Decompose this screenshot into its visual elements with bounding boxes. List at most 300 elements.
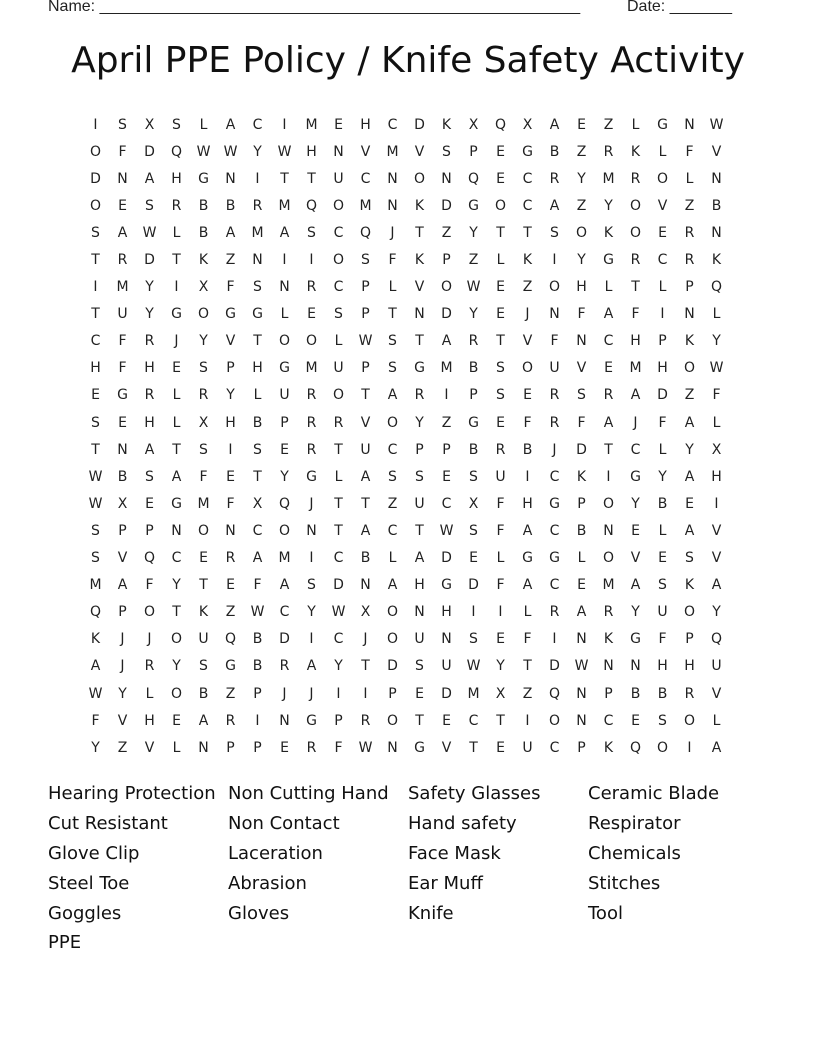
grid-letter: Z [522,685,533,702]
grid-letter: M [305,360,318,377]
grid-letter: N [360,577,371,594]
grid-letter: I [174,279,179,296]
grid-letter: F [118,360,127,377]
grid-letter: Y [712,333,721,350]
grid-letter: Z [576,197,587,214]
grid-letter: H [522,495,533,512]
grid-letter: T [91,252,100,269]
grid-letter: Y [577,252,586,269]
grid-letter: F [712,387,721,404]
grid-letter: Y [280,468,289,485]
grid-letter: X [711,441,722,458]
word-bank-row [48,779,788,809]
word-bank-item: Gloves [228,902,290,924]
grid-letter: T [361,658,370,675]
word-bank-row [48,809,788,839]
grid-letter: O [548,279,561,296]
grid-letter: S [469,522,478,539]
grid-letter: W [709,116,724,133]
grid-letter: A [711,577,722,594]
grid-letter: S [253,279,262,296]
grid-letter: E [280,441,289,458]
grid-letter: L [388,550,397,567]
grid-letter: N [387,739,398,756]
grid-letter: A [387,387,398,404]
grid-letter: I [687,739,692,756]
grid-letter: C [441,495,452,512]
grid-letter: O [89,197,102,214]
grid-letter: U [657,604,668,621]
grid-letter: O [386,604,399,621]
grid-letter: T [91,441,100,458]
grid-letter: C [333,224,344,241]
grid-letter: P [577,495,586,512]
grid-letter: Q [629,739,642,756]
grid-letter: O [170,685,183,702]
grid-row [82,246,730,273]
grid-letter: A [252,550,263,567]
grid-letter: V [144,739,155,756]
grid-letter: F [577,306,586,323]
grid-letter: I [714,495,719,512]
grid-letter: D [468,577,479,594]
grid-letter: S [361,252,370,269]
grid-letter: I [255,712,260,729]
grid-row [82,463,730,490]
grid-letter: V [414,143,425,160]
grid-letter: R [549,170,560,187]
grid-row [82,382,730,409]
grid-letter: C [360,170,371,187]
grid-letter: C [333,550,344,567]
grid-letter: R [603,604,614,621]
grid-letter: B [252,631,263,648]
grid-letter: T [496,712,505,729]
grid-letter: W [277,143,292,160]
grid-letter: F [118,333,127,350]
grid-letter: E [496,414,505,431]
grid-letter: A [522,522,533,539]
grid-letter: P [361,306,370,323]
word-bank-row [48,839,788,869]
grid-letter: I [309,631,314,648]
grid-letter: W [439,522,454,539]
grid-letter: E [496,170,505,187]
grid-letter: E [658,550,667,567]
grid-letter: V [522,333,533,350]
grid-letter: M [278,550,291,567]
grid-letter: U [495,468,506,485]
grid-letter: R [144,333,155,350]
grid-letter: M [89,577,102,594]
grid-letter: V [441,739,452,756]
grid-letter: B [549,143,560,160]
grid-letter: Y [604,197,613,214]
grid-letter: G [279,360,290,377]
grid-letter: D [90,170,101,187]
grid-letter: B [252,658,263,675]
grid-letter: N [171,522,182,539]
grid-letter: A [441,333,452,350]
grid-letter: E [280,739,289,756]
grid-letter: P [685,631,694,648]
grid-letter: P [604,685,613,702]
grid-letter: U [414,495,425,512]
grid-letter: C [387,522,398,539]
grid-letter: T [172,252,181,269]
grid-letter: N [603,658,614,675]
grid-letter: A [144,170,155,187]
grid-letter: Y [577,170,586,187]
grid-letter: F [685,143,694,160]
grid-letter: Y [199,333,208,350]
grid-letter: N [711,224,722,241]
grid-letter: C [468,712,479,729]
grid-letter: S [307,224,316,241]
grid-letter: N [711,170,722,187]
grid-letter: V [117,712,128,729]
grid-letter: B [468,360,479,377]
grid-letter: S [145,468,154,485]
grid-letter: N [576,685,587,702]
grid-letter: A [198,712,209,729]
grid-letter: F [496,522,505,539]
grid-letter: R [603,143,614,160]
grid-letter: H [657,360,668,377]
grid-letter: O [332,197,345,214]
grid-letter: G [171,495,182,512]
grid-letter: Z [225,685,236,702]
grid-letter: Q [170,143,183,160]
grid-letter: T [496,333,505,350]
grid-letter: H [144,712,155,729]
grid-letter: S [496,360,505,377]
grid-letter: P [415,441,424,458]
grid-letter: Z [225,604,236,621]
grid-letter: P [253,685,262,702]
grid-letter: M [197,495,210,512]
grid-letter: O [332,387,345,404]
grid-letter: Y [415,414,424,431]
grid-letter: W [358,333,373,350]
word-bank-item: Hand safety [408,813,517,835]
grid-letter: Y [307,604,316,621]
grid-letter: N [414,604,425,621]
grid-letter: O [332,252,345,269]
grid-letter: J [525,306,530,323]
grid-letter: Z [603,116,614,133]
grid-letter: I [606,468,611,485]
grid-letter: T [199,577,208,594]
grid-letter: S [388,360,397,377]
grid-letter: Q [710,631,723,648]
grid-letter: W [88,495,103,512]
grid-letter: L [712,712,721,729]
grid-row [82,409,730,436]
grid-letter: S [388,333,397,350]
grid-letter: I [228,441,233,458]
grid-letter: R [306,387,317,404]
grid-letter: V [657,197,668,214]
grid-letter: M [305,116,318,133]
grid-letter: Z [441,414,452,431]
grid-letter: F [658,631,667,648]
grid-letter: D [657,387,668,404]
grid-letter: Q [143,550,156,567]
grid-letter: U [549,360,560,377]
grid-letter: R [306,441,317,458]
grid-letter: W [331,604,346,621]
grid-letter: K [414,252,425,269]
grid-letter: Z [225,252,236,269]
grid-letter: B [198,685,209,702]
grid-letter: J [552,441,557,458]
grid-letter: R [117,252,128,269]
grid-letter: H [576,279,587,296]
grid-letter: O [683,712,696,729]
grid-letter: D [441,550,452,567]
grid-letter: A [576,604,587,621]
grid-letter: V [711,522,722,539]
grid-row [82,517,730,544]
grid-letter: N [441,170,452,187]
grid-letter: T [334,441,343,458]
grid-letter: P [577,739,586,756]
grid-letter: E [685,495,694,512]
grid-letter: R [630,252,641,269]
grid-letter: R [495,441,506,458]
grid-letter: E [442,712,451,729]
word-bank-item: Stitches [588,872,661,894]
grid-letter: R [549,414,560,431]
grid-letter: L [334,333,343,350]
grid-letter: A [306,658,317,675]
grid-letter: A [387,577,398,594]
grid-letter: Y [172,658,181,675]
grid-letter: R [630,170,641,187]
date-field-label: Date: _______ [627,0,732,15]
grid-letter: J [282,685,287,702]
word-bank-item: Non Contact [228,813,340,835]
grid-letter: R [306,279,317,296]
grid-letter: E [496,143,505,160]
grid-letter: Q [278,495,291,512]
grid-letter: C [279,604,290,621]
grid-letter: E [469,550,478,567]
grid-letter: A [117,577,128,594]
grid-letter: I [93,116,98,133]
grid-letter: E [658,224,667,241]
grid-letter: R [144,658,155,675]
grid-letter: C [603,333,614,350]
grid-letter: L [172,224,181,241]
grid-letter: S [550,224,559,241]
grid-letter: A [225,116,236,133]
grid-letter: G [306,712,317,729]
grid-letter: Y [469,306,478,323]
grid-letter: V [711,143,722,160]
grid-letter: F [253,577,262,594]
grid-letter: V [225,333,236,350]
grid-letter: N [225,170,236,187]
grid-letter: T [91,306,100,323]
grid-letter: F [226,495,235,512]
word-bank-item: Non Cutting Hand [228,783,389,805]
grid-letter: G [522,143,533,160]
grid-letter: E [442,468,451,485]
grid-letter: W [142,224,157,241]
grid-letter: J [363,631,368,648]
grid-letter: X [468,495,479,512]
word-bank-item: Ceramic Blade [588,783,720,805]
grid-letter: A [279,577,290,594]
grid-letter: L [631,116,640,133]
grid-letter: E [172,360,181,377]
grid-letter: O [494,197,507,214]
grid-letter: H [414,577,425,594]
grid-letter: M [251,224,264,241]
grid-letter: C [252,116,263,133]
grid-letter: Y [685,441,694,458]
grid-letter: D [576,441,587,458]
grid-letter: S [442,143,451,160]
grid-letter: D [441,197,452,214]
grid-letter: D [387,658,398,675]
grid-row [82,626,730,653]
grid-letter: F [145,577,154,594]
grid-letter: I [471,604,476,621]
grid-letter: T [415,712,424,729]
grid-letter: P [118,522,127,539]
grid-letter: D [144,252,155,269]
grid-letter: O [521,360,534,377]
grid-letter: Z [387,495,398,512]
grid-row [82,328,730,355]
grid-letter: S [199,360,208,377]
grid-letter: H [252,360,263,377]
grid-letter: N [441,631,452,648]
grid-letter: P [145,522,154,539]
grid-letter: L [685,170,694,187]
grid-letter: O [548,712,561,729]
grid-letter: N [279,712,290,729]
grid-letter: Q [494,116,507,133]
grid-letter: W [88,685,103,702]
grid-letter: T [388,306,397,323]
grid-letter: A [603,306,614,323]
grid-letter: B [657,685,668,702]
grid-letter: A [90,658,101,675]
grid-letter: I [525,712,530,729]
grid-letter: Y [145,279,154,296]
grid-letter: S [658,577,667,594]
grid-letter: T [307,170,316,187]
grid-row [82,274,730,301]
grid-letter: W [196,143,211,160]
grid-letter: J [147,631,152,648]
grid-letter: T [253,468,262,485]
grid-letter: U [441,658,452,675]
grid-letter: T [415,333,424,350]
grid-letter: N [387,197,398,214]
grid-letter: V [360,143,371,160]
grid-letter: F [388,252,397,269]
grid-letter: S [91,522,100,539]
grid-letter: J [120,658,125,675]
grid-letter: T [172,441,181,458]
grid-letter: K [603,739,614,756]
grid-letter: N [117,441,128,458]
grid-letter: G [198,170,209,187]
grid-letter: A [549,197,560,214]
grid-letter: E [172,712,181,729]
grid-letter: A [522,577,533,594]
grid-letter: Z [684,197,695,214]
grid-letter: T [361,495,370,512]
grid-letter: A [225,224,236,241]
grid-letter: Q [710,279,723,296]
grid-letter: G [603,252,614,269]
word-bank-item: Respirator [588,813,681,835]
grid-letter: F [523,414,532,431]
grid-letter: F [226,279,235,296]
grid-letter: K [441,116,452,133]
grid-letter: L [658,279,667,296]
word-bank-item: Face Mask [408,842,501,864]
grid-letter: I [282,116,287,133]
grid-letter: B [468,441,479,458]
grid-letter: N [549,306,560,323]
grid-row [82,355,730,382]
grid-letter: C [657,252,668,269]
grid-letter: S [577,387,586,404]
grid-letter: G [468,197,479,214]
grid-letter: L [172,387,181,404]
grid-letter: O [89,143,102,160]
grid-letter: Y [334,658,343,675]
grid-letter: O [683,604,696,621]
grid-letter: G [549,495,560,512]
grid-letter: O [386,631,399,648]
grid-letter: D [144,143,155,160]
grid-letter: G [657,116,668,133]
grid-letter: T [469,739,478,756]
grid-letter: R [549,604,560,621]
word-bank-item: Tool [588,902,623,924]
grid-letter: P [442,441,451,458]
grid-letter: R [360,712,371,729]
word-bank-item: Hearing Protection [48,783,216,805]
grid-letter: H [171,170,182,187]
grid-letter: O [197,306,210,323]
grid-letter: B [711,197,722,214]
grid-letter: L [658,522,667,539]
grid-letter: H [684,658,695,675]
grid-letter: L [712,306,721,323]
grid-letter: O [656,739,669,756]
grid-letter: H [360,116,371,133]
grid-letter: K [90,631,101,648]
grid-letter: G [630,468,641,485]
grid-letter: O [440,279,453,296]
grid-letter: A [711,739,722,756]
grid-letter: G [414,739,425,756]
grid-letter: Q [548,685,561,702]
grid-letter: O [278,333,291,350]
grid-letter: W [250,604,265,621]
grid-letter: T [253,333,262,350]
grid-letter: P [334,712,343,729]
